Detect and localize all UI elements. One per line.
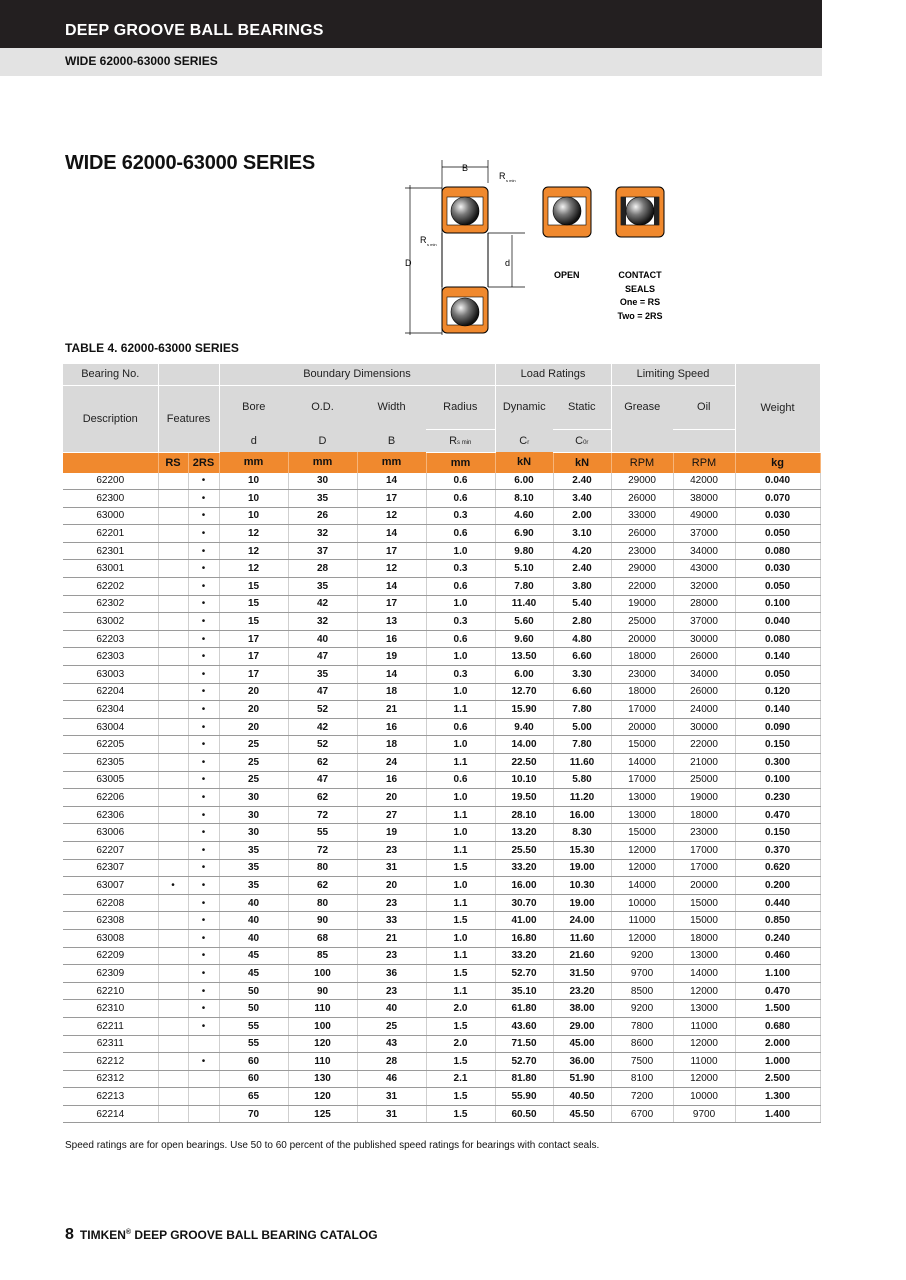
col-static: Static (553, 385, 611, 429)
svg-text:Two = 2RS: Two = 2RS (617, 311, 663, 321)
table-row: 62203 • 17 40 16 0.6 9.60 4.80 20000 30000 0.080 (63, 630, 820, 648)
table-row: 62304 • 20 52 21 1.1 15.90 7.80 17000 24000 0.140 (63, 701, 820, 719)
table-row: 62311 55 120 43 2.0 71.50 45.00 8600 12000 2.000 (63, 1035, 820, 1053)
table-row: 63008 • 40 68 21 1.0 16.80 11.60 12000 18000 0.240 (63, 929, 820, 947)
bearing-table: Bearing No. Boundary Dimensions Load Ratings Limiting Speed Weight Description Features Bore O.D. Width Radius Dynamic Static Grease Oil d D B Rs min Cr C0r RS 2RS mm mm mm mm kN kN RPM RPM kg 62200 • 10 30 14 0.6 6.00 2.40 29000 42000 0.040 62300 • 10 35 17 0.6 8.10 3.40 26000 38000 0.070 63000 • 10 26 12 0.3 4.60 2.00 33000 49000 0.030 62201 • 12 32 14 0.6 6.90 3.10 26000 37000 0.050 62301 • 12 37 17 1.0 9.80 4.20 23000 34000 0.080 63001 • 12 28 12 0.3 5.10 2.40 29000 43000 0.030 62202 • 15 35 14 0.6 7.80 3.80 22000 32000 0.050 62302 • 15 42 17 1.0 11.40 5.40 19000 28000 0.100 63002 • 15 32 13 0.3 5.60 2.80 25000 37000 0.040 62203 • 17 40 16 0.6 9.60 4.80 20000 30000 0.080 62303 • 17 47 19 1.0 13.50 6.60 18000 26000 0.140 63003 • 17 35 14 0.3 6.00 3.30 23000 34000 0.050 62204 • 20 47 18 1.0 12.70 6.60 18000 26000 0.120 62304 • 20 52 21 1.1 15.90 7.80 17000 24000 0.140 63004 • 20 42 16 0.6 9.40 5.00 20000 30000 0.090 62205 • 25 52 18 1.0 14.00 7.80 15000 22000 0.150 62305 • 25 62 24 1.1 22.50 11.60 14000 21000 0.300 63005 • 25 47 16 0.6 10.10 5.80 17000 25000 0.100 62206 • 30 62 20 1.0 19.50 11.20 13000 19000 0.230 62306 • 30 72 27 1.1 28.10 16.00 13000 18000 0.470 63006 • 30 55 19 1.0 13.20 8.30 15000 23000 0.150 62207 • 35 72 23 1.1 25.50 15.30 12000 17000 0.370 62307 • 35 80 31 1.5 33.20 19.00 12000 17000 0.620 63007 • • 35 62 20 1.0 16.00 10.30 14000 20000 0.200 62208 • 40 80 23 1.1 30.70 19.00 10000 15000 0.440 62308 • 40 90 33 1.5 41.00 24.00 11000 15000 0.850 63008 • 40 68 21 1.0 16.80 11.60 12000 18000 0.240 62209 • 45 85 23 1.1 33.20 21.60 9200 13000 0.460 62309 • 45 100 36 1.5 52.70 31.50 9700 14000 1.100 62210 • 50 90 23 1.1 35.10 23.20 8500 12000 0.470 62310 • 50 110 40 2.0 61.80 38.00 9200 13000 1.500 62211 • 55 100 25 1.5 43.60 29.00 7800 11000 0.680 62311 55 120 43 2.0 71.50 45.00 8600 12000 2.000 62212 • 60 110 28 1.5 52.70 36.00 7500 11000 1.000 62312 60 130 46 2.1 81.80 51.90 8100 12000 2.500 62213 65 120 31 1.5 55.90 40.50 7200 10000 1.300 62214 70 125 31 1.5 60.50 45.50 6700 9700 1.400 (63, 364, 821, 1123)
header-bar (0, 0, 822, 48)
table-row: 63001 • 12 28 12 0.3 5.10 2.40 29000 43000 0.030 (63, 560, 820, 578)
table-row: 63000 • 10 26 12 0.3 4.60 2.00 33000 49000 0.030 (63, 507, 820, 525)
table-row: 62202 • 15 35 14 0.6 7.80 3.80 22000 32000 0.050 (63, 578, 820, 596)
col-grease: Grease (611, 385, 673, 429)
table-row: 62212 • 60 110 28 1.5 52.70 36.00 7500 11000 1.000 (63, 1053, 820, 1071)
col-speed: Limiting Speed (611, 364, 735, 385)
table-row: 62301 • 12 37 17 1.0 9.80 4.20 23000 34000 0.080 (63, 542, 820, 560)
table-row: 62214 70 125 31 1.5 60.50 45.50 6700 9700 1.400 (63, 1105, 820, 1123)
table-row: 62211 • 55 100 25 1.5 43.60 29.00 7800 11000 0.680 (63, 1017, 820, 1035)
header-subtitle: WIDE 62000-63000 SERIES (65, 54, 218, 68)
table-row: 62307 • 35 80 31 1.5 33.20 19.00 12000 17000 0.620 (63, 859, 820, 877)
sealed-bearing-icon (616, 187, 664, 321)
table-row: 63005 • 25 47 16 0.6 10.10 5.80 17000 25000 0.100 (63, 771, 820, 789)
col-load: Load Ratings (495, 364, 611, 385)
col-weight: Weight (735, 364, 820, 452)
table-row: 62213 65 120 31 1.5 55.90 40.50 7200 10000 1.300 (63, 1088, 820, 1106)
table-row: 62312 60 130 46 2.1 81.80 51.90 8100 12000 2.500 (63, 1070, 820, 1088)
col-oil: Oil (673, 385, 735, 429)
table-row: 62309 • 45 100 36 1.5 52.70 31.50 9700 14000 1.100 (63, 965, 820, 983)
label-R-top: R (499, 171, 506, 181)
cross-section-icon (405, 160, 525, 335)
label-R-side: R (420, 235, 427, 245)
subheader-bar (0, 48, 822, 76)
col-features: Features (158, 385, 219, 452)
table-row: 62305 • 25 62 24 1.1 22.50 11.60 14000 21000 0.300 (63, 754, 820, 772)
label-D: D (405, 258, 412, 268)
table-row: 62200 • 10 30 14 0.6 6.00 2.40 29000 42000 0.040 (63, 473, 820, 490)
brand: TIMKEN (79, 1228, 126, 1242)
table-row: 62308 • 40 90 33 1.5 41.00 24.00 11000 15000 0.850 (63, 912, 820, 930)
label-B: B (462, 163, 469, 173)
table-row: 62300 • 10 35 17 0.6 8.10 3.40 26000 38000 0.070 (63, 490, 820, 508)
table-row: 63003 • 17 35 14 0.3 6.00 3.30 23000 34000 0.050 (63, 666, 820, 684)
svg-text:s min: s min (427, 242, 437, 247)
table-row: 63007 • • 35 62 20 1.0 16.00 10.30 14000 20000 0.200 (63, 877, 820, 895)
table-row: 63006 • 30 55 19 1.0 13.20 8.30 15000 23000 0.150 (63, 824, 820, 842)
table-row: 62310 • 50 110 40 2.0 61.80 38.00 9200 13000 1.500 (63, 1000, 820, 1018)
col-description: Description (63, 385, 158, 452)
svg-text:SEALS: SEALS (624, 284, 656, 294)
table-row: 62210 • 50 90 23 1.1 35.10 23.20 8500 12000 0.470 (63, 982, 820, 1000)
table-row: 62303 • 17 47 19 1.0 13.50 6.60 18000 26000 0.140 (63, 648, 820, 666)
svg-text:One = RS: One = RS (619, 297, 661, 307)
col-bore: Bore (219, 385, 288, 429)
units-row: RS 2RS mm mm mm mm kN kN RPM RPM kg (63, 452, 820, 473)
header-title: DEEP GROOVE BALL BEARINGS (65, 22, 324, 39)
label-d: d (505, 258, 511, 268)
table-row: 62204 • 20 47 18 1.0 12.70 6.60 18000 26000 0.120 (63, 683, 820, 701)
table-row: 62207 • 35 72 23 1.1 25.50 15.30 12000 17000 0.370 (63, 841, 820, 859)
table-row: 62209 • 45 85 23 1.1 33.20 21.60 9200 13000 0.460 (63, 947, 820, 965)
col-dynamic: Dynamic (495, 385, 553, 429)
table-row: 63004 • 20 42 16 0.6 9.40 5.00 20000 30000 0.090 (63, 718, 820, 736)
table-row: 62306 • 30 72 27 1.1 28.10 16.00 13000 18000 0.470 (63, 806, 820, 824)
col-boundary: Boundary Dimensions (219, 364, 495, 385)
col-width: Width (357, 385, 426, 429)
seals-label: CONTACT (618, 270, 662, 280)
table-row: 62302 • 15 42 17 1.0 11.40 5.40 19000 28000 0.100 (63, 595, 820, 613)
svg-text:s min: s min (506, 178, 516, 183)
table-caption: TABLE 4. 62000-63000 SERIES (65, 341, 239, 355)
footnote: Speed ratings are for open bearings. Use 50 to 60 percent of the published speed ratings for bearings with contact seals. (65, 1140, 600, 1151)
table-row: 63002 • 15 32 13 0.3 5.60 2.80 25000 37000 0.040 (63, 613, 820, 631)
table-row: 62205 • 25 52 18 1.0 14.00 7.80 15000 22000 0.150 (63, 736, 820, 754)
bearing-diagram (400, 155, 700, 340)
table-row: 62206 • 30 62 20 1.0 19.50 11.20 13000 19000 0.230 (63, 789, 820, 807)
section-title: WIDE 62000-63000 SERIES (65, 152, 315, 174)
table-row: 62208 • 40 80 23 1.1 30.70 19.00 10000 15000 0.440 (63, 894, 820, 912)
page-footer: 8 TIMKEN® DEEP GROOVE BALL BEARING CATALOG (65, 1226, 378, 1243)
table-row: 62201 • 12 32 14 0.6 6.90 3.10 26000 37000 0.050 (63, 525, 820, 543)
open-label: OPEN (554, 270, 580, 280)
col-radius: Radius (426, 385, 495, 429)
open-bearing-icon (543, 187, 591, 280)
page-number: 8 (65, 1226, 74, 1243)
col-od: O.D. (288, 385, 357, 429)
col-bearing-no: Bearing No. (63, 364, 158, 385)
